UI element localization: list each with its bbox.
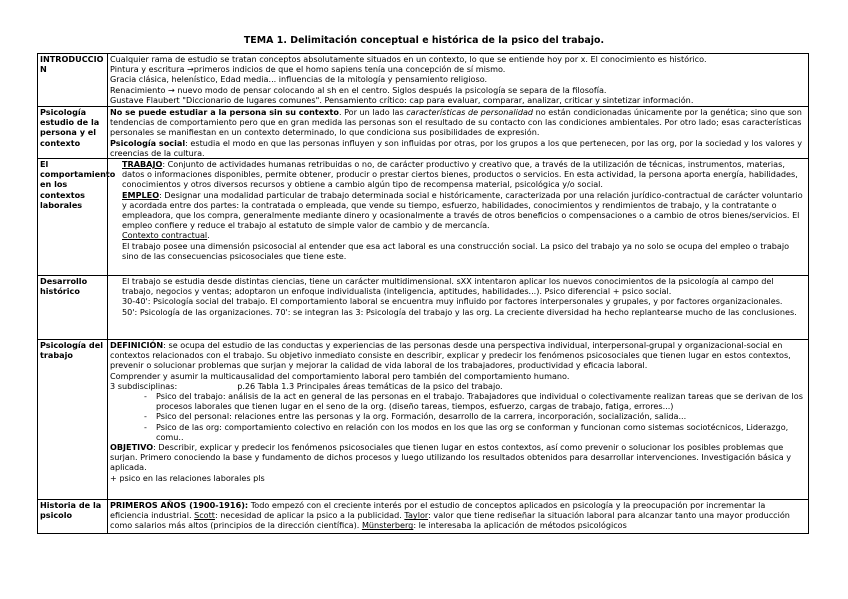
row-content-psicologia-contexto: No se puede estudiar a la persona sin su contexto. Por un lado las características de personalidad no están condicionadas únicamente por la genética; sino que son tendencias de comportamiento pero que en gran medida las personas son el resultado de su contacto con las condiciones ambientales. Por otro lado; esas características personales se manifiestan en un contexto determinado, lo que condiciona sus posibilidades de expresión. Psicología social: estudia el modo en que las personas influyen y son influidas por otras, por los grupos a los que pertenecen, por las org, por la sociedad y los valores y creencias de la cultura. [108,107,809,159]
intro-line: Cualquier rama de estudio se tratan conceptos absolutamente situados en un contexto, lo que se entiende hoy por x. El conocimiento es histórico. [110,54,707,64]
row-psicologia-contexto [38,107,809,159]
row-label-historia: Historia de la psicolo [38,500,108,534]
definicion-heading: DEFINICIÓN [110,340,164,351]
row-label-desarrollo: Desarrollo histórico [38,276,108,340]
list-item: - Psico de las org: comportamiento colectivo en relación con los modos en los que las org se conforman y funcionan como sistemas sociotécnicos, Liderazgo, comu.. [156,422,806,442]
document-title: TEMA 1. Delimitación conceptual e histórica de la psico del trabajo. [243,35,605,46]
primeros-anos-heading: PRIMEROS AÑOS (1900-1916): [110,500,249,511]
psicologia-social-heading: Psicología social [110,137,186,148]
subdisciplinas-list [110,391,806,442]
summary-table [37,53,809,534]
row-label-psicologia-contexto: Psicología estudio de la persona y el contexto [38,107,108,159]
row-content-historia: PRIMEROS AÑOS (1900-1916): Todo empezó con el creciente interés por el estudio de conceptos aplicados en psicología y la preocupación por incrementar la eficiencia industrial. Scott: necesidad de aplicar la psico a la publicidad. Taylor: valor que tiene rediseñar la situación laboral para alcanzar tanto una mayor producción como salarios más altos (principios de la dirección científica). Münsterberg: le interesaba la aplicación de métodos psicológicos [108,500,809,534]
empleo-heading: EMPLEO [122,189,160,200]
row-label-comportamiento: El comportamiento en los contextos laborales [38,159,108,276]
intro-line: Gracia clásica, helenístico, Edad media... influencias de la mitología y pensamiento religioso. [110,74,488,85]
intro-line: Renacimiento → nuevo modo de pensar colocando al sh en el centro. Siglos después la psicología se separa de la filosofía. [110,84,607,95]
row-label-introduccion: INTRODUCCION [38,54,108,107]
intro-line: Gustave Flaubert "Diccionario de lugares comunes". Pensamiento crítico: cap para evaluar, comparar, analizar, criticar y sintetizar información. [110,94,694,105]
trabajo-heading: TRABAJO [122,159,163,170]
list-item: - Psico del personal: relaciones entre las personas y la org. Formación, desarrollo de la carrera, incorporación, socialización, salida... [156,411,806,421]
objetivo-heading: OBJETIVO [110,442,154,453]
row-label-psicologia-trabajo: Psicología del trabajo [38,340,108,500]
row-content-introduccion [108,54,809,107]
row-historia [38,500,809,534]
row-content-psicologia-trabajo: DEFINICIÓN: se ocupa del estudio de las conductas y experiencias de las personas desde una perspectiva individual, interpersonal-grupal y organizacional-social en contextos relacionados con el trabajo. Su objetivo inmediato consiste en describir, explicar y predecir los fenómenos psicosociales que tienen lugar en estos contextos, prevenir o solucionar problemas que surjan y mejorar la calidad de vida laboral de los trabajadores, productividad y eficacia laboral. Comprender y asumir la multicausalidad del comportamiento laboral pero también del comportamiento humano. 3 subdisciplinas: p.26 Tabla 1.3 Principales áreas temáticas de la psico del trabajo. - Psico del trabajo: análisis de la act en general de las personas en el trabajo. Trabajadores que individual o colectivamente realizan tareas que se derivan de los procesos laborales que tienen lugar en el seno de la org. (diseño tareas, tiempos, esfuerzo, cargas de trabajo, fatiga, errores...) - Psico del personal: relaciones entre las personas y la org. Formación, desarrollo de la carrera, incorporación, socialización, salida... - Psico de las org: comportamiento colectivo en relación con los modos en los que las org se conforman y funcionan como sistemas sociotécnicos, Liderazgo, comu.. OBJETIVO: Describir, explicar y predecir los fenómenos psicosociales que tienen lugar en estos contextos, así como prevenir o solucionar los posibles problemas que surjan. Primero conociendo la base y fundamento de dichos procesos y luego utilizando los resultados obtenidos para desarrollar intervenciones. Investigación básica y aplicada. + psico en las relaciones laborales pls [108,340,809,500]
row-psicologia-trabajo [38,340,809,500]
row-content-comportamiento: TRABAJO: Conjunto de actividades humanas retribuidas o no, de carácter productivo y creativo que, a través de la utilización de técnicas, instrumentos, materias, datos o informaciones disponibles, permite obtener, producir o prestar ciertos bienes, productos o servicios. En esta actividad, la persona aporta energía, habilidades, conocimientos y otros diversos recursos y obtiene a cambio algún tipo de recompensa material, psicológica y/o social. EMPLEO: Designar una modalidad particular de trabajo determinada social e históricamente, caracterizada por una relación jurídico-contractual de carácter voluntario y acordada entre dos partes: la contratada o empleada, que vende su tiempo, esfuerzo, habilidades, conocimientos y rendimientos de trabajo, y la contratante o empleadora, que los compra, generalmente mediante dinero y ocasionalmente a través de otros beneficios o compensaciones o a cambio de otros bienes/servicios. El empleo confiere y reduce el trabajo al estatuto de simple valor de cambio y de mercancía. Contexto contractual. El trabajo posee una dimensión psicosocial al entender que esa act laboral es una construcción social. La psico del trabajo ya no solo se ocupa del empleo o trabajo sino de las consecuencias psicosociales que tiene este. [108,159,809,276]
row-introduccion [38,54,809,107]
row-comportamiento [38,159,809,276]
row-content-desarrollo: El trabajo se estudia desde distintas ciencias, tiene un carácter multidimensional. sXX intentaron aplicar los nuevos conocimientos de la psicología al campo del trabajo, negocios y ventas; adoptaron un enfoque individualista (inteligencia, aptitudes, habilidades...). Psico diferencial + psico social. 30-40': Psicología social del trabajo. El comportamiento laboral se encuentra muy influido por factores interpersonales y grupales, y por factores organizacionales. 50': Psicología de las organizaciones. 70': se integran las 3: Psicología del trabajo y las org. La creciente diversidad ha hecho replantearse mucho de las conclusiones. [108,276,809,340]
contexto-heading: No se puede estudiar a la persona sin su contexto [110,107,339,117]
row-desarrollo-historico [38,276,809,340]
list-item: - Psico del trabajo: análisis de la act en general de las personas en el trabajo. Trabajadores que individual o colectivamente realizan tareas que se derivan de los procesos laborales que tienen lugar en el seno de la org. (diseño tareas, tiempos, esfuerzo, cargas de trabajo, fatiga, errores...) [156,391,806,411]
intro-line: Pintura y escritura →primeros indicios de que el homo sapiens tenía una concepción de sí mismo. [110,64,506,75]
contexto-contractual: Contexto contractual [122,230,208,241]
